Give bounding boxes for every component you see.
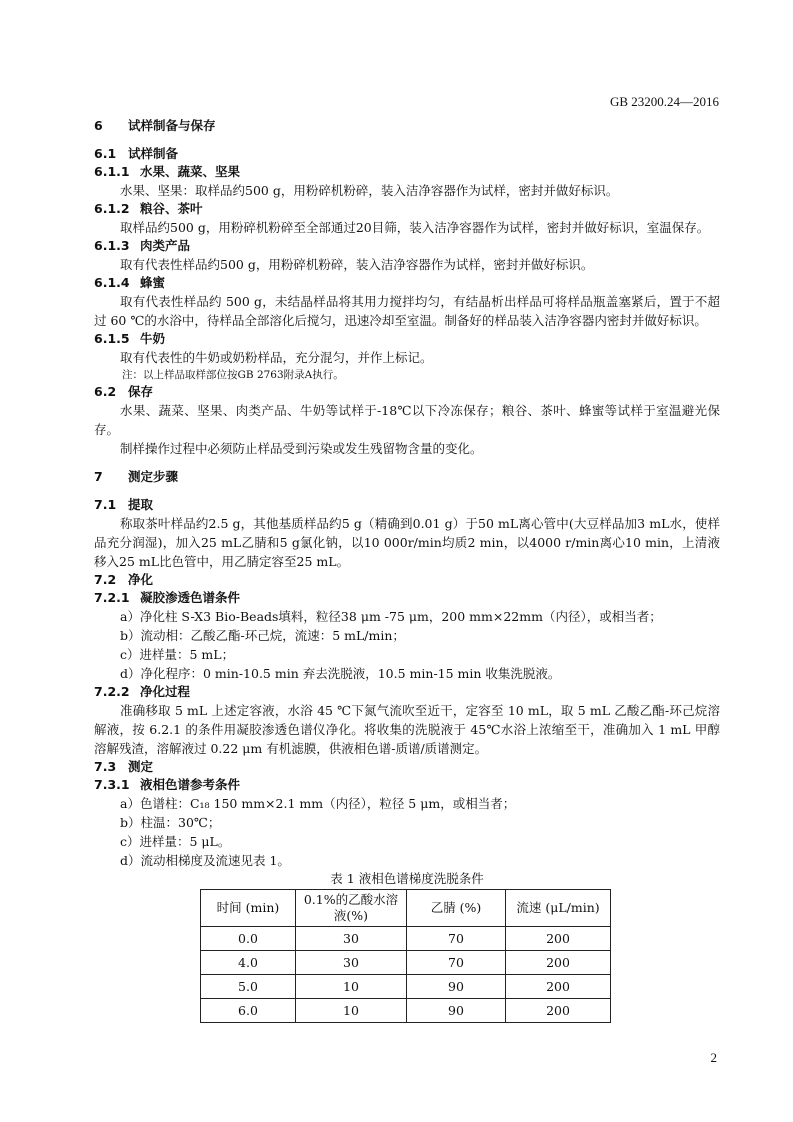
table-cell: 90 xyxy=(407,975,506,999)
paragraph: 水果、蔬菜、坚果、肉类产品、牛奶等试样于-18℃以下冷冻保存；粮谷、茶叶、蜂蜜等试样于室温避光保存。 xyxy=(94,403,720,437)
table-cell: 10 xyxy=(296,999,407,1023)
table-cell: 30 xyxy=(296,951,407,975)
list-item: c）进样量：5 mL； xyxy=(120,647,235,662)
section-title: 凝胶渗透色谱条件 xyxy=(140,590,241,605)
paragraph: 取样品约500 g，用粉碎机粉碎至全部通过20目筛，装入洁净容器作为试样，密封并做好标识，室温保存。 xyxy=(120,220,710,235)
section-number: 7.3.1 xyxy=(94,777,130,792)
section-title: 提取 xyxy=(128,497,154,512)
table-cell: 90 xyxy=(407,999,506,1023)
table-cell: 70 xyxy=(407,951,506,975)
section-title: 试样制备与保存 xyxy=(128,118,216,133)
list-item: d）流动相梯度及流速见表 1。 xyxy=(120,853,290,868)
table-header-cell: 乙腈 (%) xyxy=(407,890,506,927)
section-6-1-5-heading xyxy=(94,330,720,348)
table-caption: 表 1 液相色谱梯度洗脱条件 xyxy=(330,871,484,886)
gradient-table xyxy=(200,889,611,1023)
table-cell: 200 xyxy=(506,999,611,1023)
table-cell: 10 xyxy=(296,975,407,999)
section-title: 测定步骤 xyxy=(128,469,179,484)
section-number: 6.1.1 xyxy=(94,164,130,179)
paragraph: 取有代表性的牛奶或奶粉样品，充分混匀，并作上标记。 xyxy=(120,350,433,365)
section-title: 液相色谱参考条件 xyxy=(140,777,241,792)
table-cell: 0.0 xyxy=(201,927,296,951)
table-cell: 200 xyxy=(506,951,611,975)
paragraph: 称取茶叶样品约2.5 g，其他基质样品约5 g（精确到0.01 g）于50 mL离心管中(大豆样品加3 mL水，使样品充分润湿)，加入25 mL乙腈和5 g氯化钠，以10 000r/min均质2 min，以4000 r/min离心10 min，上清液移入25 mL比色管中，用乙腈定容至25 mL。 xyxy=(94,516,720,569)
list-item: a）色谱柱：C₁₈ 150 mm×2.1 mm（内径），粒径 5 μm，或相当者； xyxy=(120,796,516,811)
section-7-2-heading xyxy=(94,571,720,589)
standard-number: GB 23200.24—2016 xyxy=(609,94,719,109)
table-cell: 30 xyxy=(296,927,407,951)
table-header-cell: 时间 (min) xyxy=(201,890,296,927)
section-number: 7.3 xyxy=(94,759,117,774)
section-6-1-1-heading xyxy=(94,163,720,181)
section-title: 牛奶 xyxy=(140,331,166,346)
section-7-3-heading xyxy=(94,758,720,776)
section-title: 粮谷、茶叶 xyxy=(140,201,203,216)
table-header-cell: 0.1%的乙酸水溶液(%) xyxy=(296,890,407,927)
section-number: 7 xyxy=(94,469,103,484)
section-number: 6 xyxy=(94,118,103,133)
paragraph: 制样操作过程中必须防止样品受到污染或发生残留物含量的变化。 xyxy=(120,441,483,456)
section-number: 6.1 xyxy=(94,146,117,161)
table-row xyxy=(201,951,611,975)
section-number: 6.1.4 xyxy=(94,275,130,290)
paragraph: 水果、坚果：取样品约500 g，用粉碎机粉碎，装入洁净容器作为试样，密封并做好标识。 xyxy=(120,183,619,198)
section-number: 7.1 xyxy=(94,497,117,512)
section-title: 蜂蜜 xyxy=(140,275,166,290)
section-7-heading xyxy=(94,468,720,486)
section-number: 6.1.3 xyxy=(94,238,130,253)
section-7-1-heading xyxy=(94,496,720,514)
section-number: 7.2 xyxy=(94,572,117,587)
section-title: 水果、蔬菜、坚果 xyxy=(140,164,241,179)
section-7-3-1-heading xyxy=(94,776,720,794)
section-6-1-3-heading xyxy=(94,237,720,255)
section-number: 7.2.2 xyxy=(94,684,130,699)
section-title: 净化 xyxy=(128,572,154,587)
table-header-cell: 流速 (μL/min) xyxy=(506,890,611,927)
paragraph: 取有代表性样品约 500 g，未结晶样品将其用力搅拌均匀，有结晶析出样品可将样品瓶盖塞紧后，置于不超过 60 ℃的水浴中，待样品全部溶化后搅匀，迅速冷却至室温。制备好的样品装入洁净容器内密封并做好标识。 xyxy=(94,294,720,328)
table-cell: 200 xyxy=(506,975,611,999)
section-number: 6.2 xyxy=(94,384,117,399)
section-6-1-2-heading xyxy=(94,200,720,218)
section-6-1-4-heading xyxy=(94,274,720,292)
table-cell: 70 xyxy=(407,927,506,951)
list-item: b）流动相：乙酸乙酯-环己烷，流速：5 mL/min； xyxy=(120,628,405,643)
table-row xyxy=(201,927,611,951)
document-body xyxy=(94,117,720,1023)
paragraph: 取有代表性样品约500 g，用粉碎机粉碎，装入洁净容器作为试样，密封并做好标识。 xyxy=(120,257,594,272)
section-title: 保存 xyxy=(128,384,154,399)
section-title: 测定 xyxy=(128,759,154,774)
section-6-1-heading xyxy=(94,145,720,163)
list-item: c）进样量：5 μL。 xyxy=(120,834,231,849)
page-number: 2 xyxy=(710,1050,717,1065)
section-number: 7.2.1 xyxy=(94,590,130,605)
table-row xyxy=(201,975,611,999)
section-title: 试样制备 xyxy=(128,146,179,161)
paragraph: 准确移取 5 mL 上述定容液，水浴 45 ℃下氮气流吹至近干，定容至 10 mL，取 5 mL 乙酸乙酯-环己烷溶解液，按 6.2.1 的条件用凝胶渗透色谱仪净化。将收集的洗脱液于 45℃水浴上浓缩至干，准确加入 1 mL 甲醇溶解残渣，溶解液过 0.22 μm 有机滤膜，供液相色谱-质谱/质谱测定。 xyxy=(94,703,720,756)
section-6-heading xyxy=(94,117,720,135)
section-title: 净化过程 xyxy=(140,684,191,699)
table-header-row xyxy=(201,890,611,927)
list-item: d）净化程序：0 min-10.5 min 弃去洗脱液，10.5 min-15 min 收集洗脱液。 xyxy=(120,666,561,681)
note: 注：以上样品取样部位按GB 2763附录A执行。 xyxy=(122,369,344,381)
section-6-2-heading xyxy=(94,383,720,401)
table-row xyxy=(201,999,611,1023)
section-title: 肉类产品 xyxy=(140,238,191,253)
section-number: 6.1.2 xyxy=(94,201,130,216)
section-7-2-1-heading xyxy=(94,589,720,607)
table-cell: 5.0 xyxy=(201,975,296,999)
section-number: 6.1.5 xyxy=(94,331,130,346)
table-cell: 200 xyxy=(506,927,611,951)
list-item: b）柱温：30℃； xyxy=(120,815,221,830)
list-item: a）净化柱 S-X3 Bio-Beads填料，粒径38 μm -75 μm，200 mm×22mm（内径），或相当者； xyxy=(120,609,662,624)
section-7-2-2-heading xyxy=(94,683,720,701)
table-cell: 4.0 xyxy=(201,951,296,975)
table-cell: 6.0 xyxy=(201,999,296,1023)
